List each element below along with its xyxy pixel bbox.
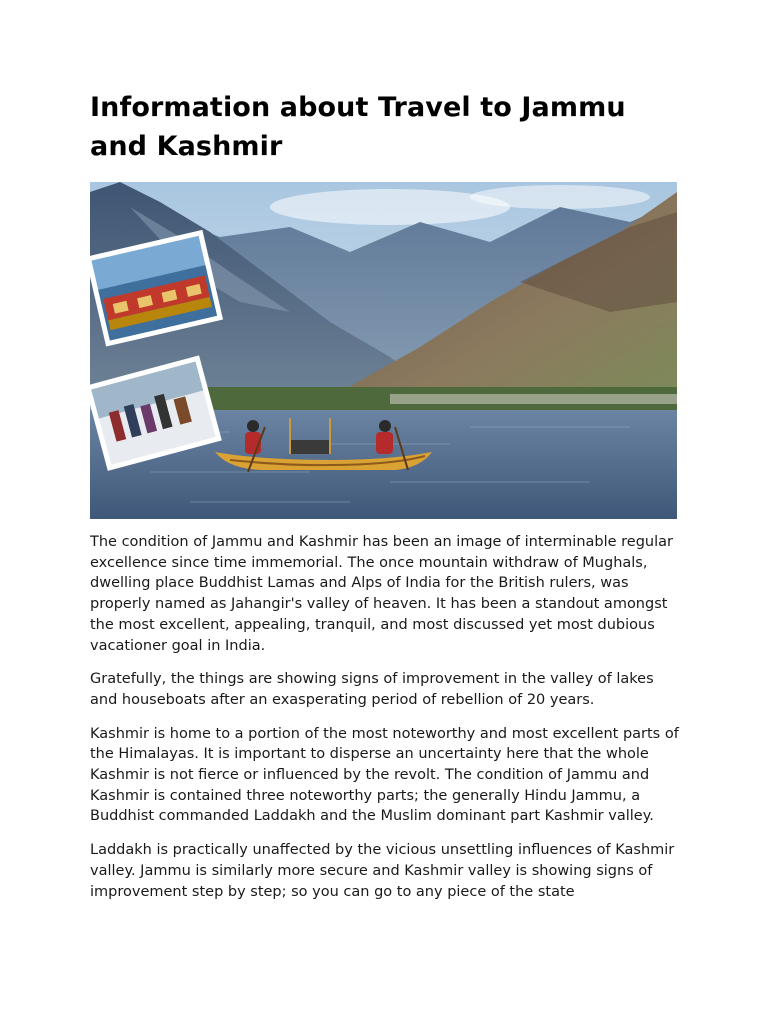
document-page [90,88,680,166]
paragraph: Gratefully, the things are showing signs of improvement in the valley of lakes and houseboats after an exasperating period of rebellion of 20 years. [90,671,654,708]
document-title: Information about Travel to Jammu and Kashmir [90,92,626,162]
hero-image [90,182,677,519]
paragraph: Kashmir is home to a portion of the most noteworthy and most excellent parts of the Himalayas. It is important to disperse an uncertainty here that the whole Kashmir is not fierce or influenced by the revolt. The condition of Jammu and Kashmir is contained three noteworthy parts; the generally Hindu Jammu, a Buddhist commanded Laddakh and the Muslim dominant part Kashmir valley. [90,725,679,825]
paragraph: Laddakh is practically unaffected by the vicious unsettling influences of Kashmir valley. Jammu is similarly more secure and Kashmir valley is showing signs of improvement step by step; so you can go to any piece of the state [90,842,675,900]
paragraph: The condition of Jammu and Kashmir has been an image of interminable regular excellence since time immemorial. The once mountain withdraw of Mughals, dwelling place Buddhist Lamas and Alps of India for the British rulers, was properly named as Jahangir's valley of heaven. It has been a standout amongst the most excellent, appealing, tranquil, and most discussed yet most dubious vacationer goal in India. [90,534,674,654]
article-body [90,532,685,915]
